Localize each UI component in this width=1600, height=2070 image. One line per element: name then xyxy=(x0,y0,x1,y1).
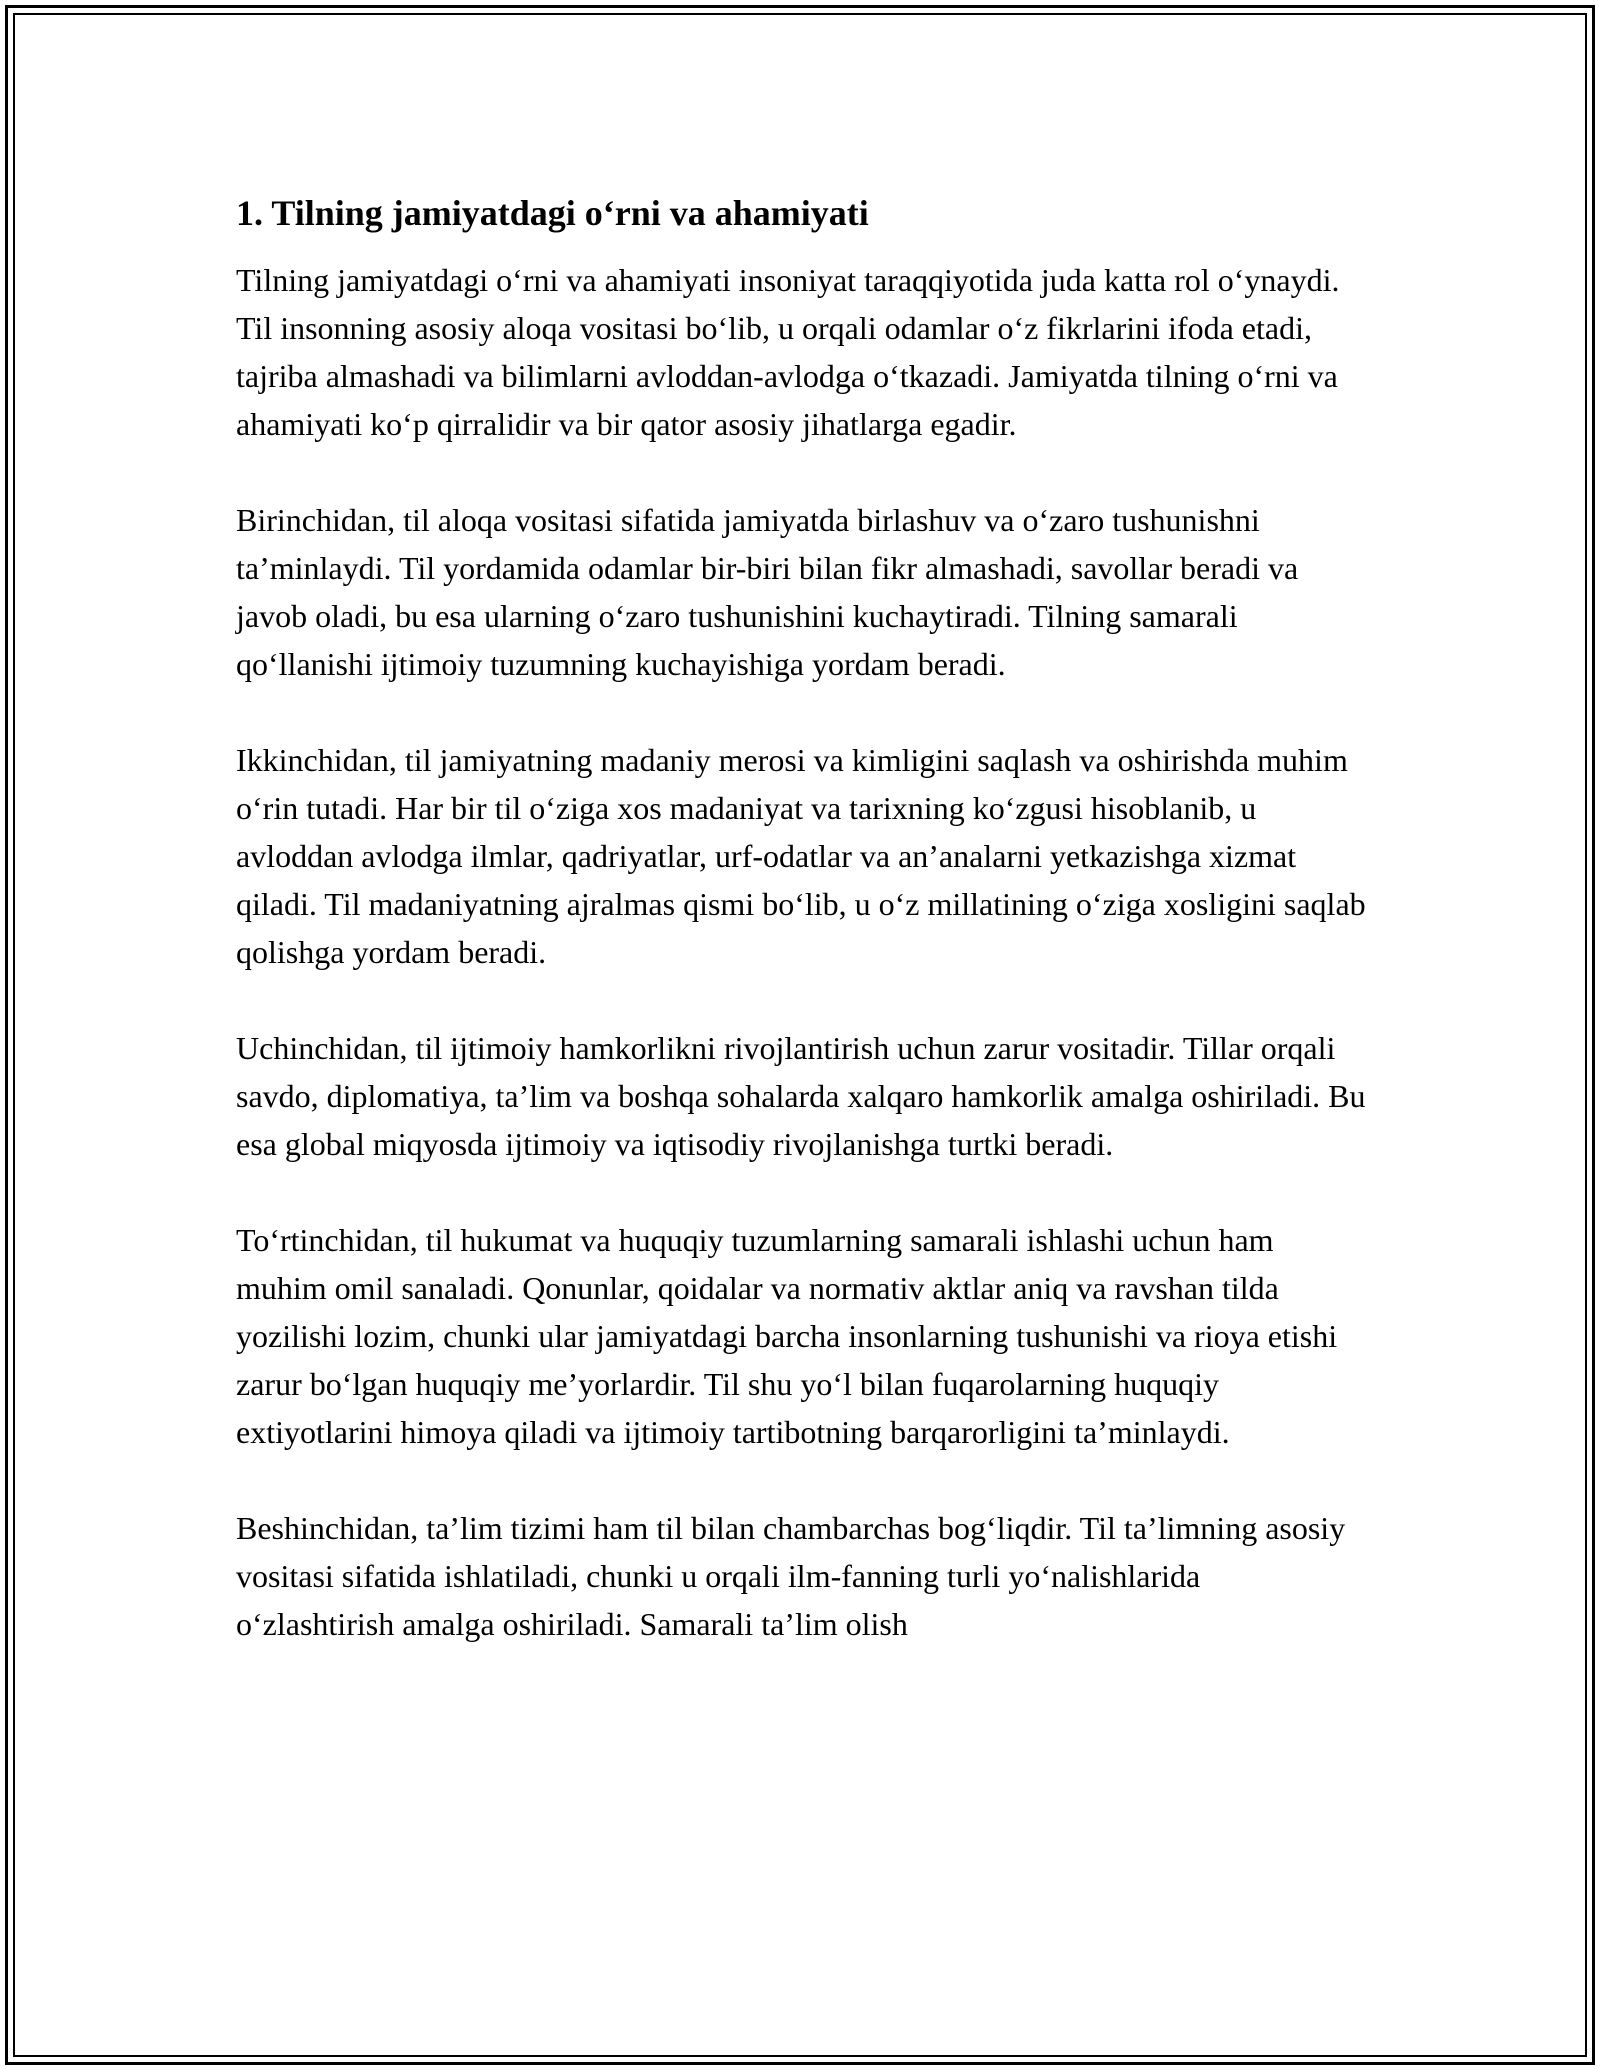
section-heading: 1. Tilning jamiyatdagi o‘rni va ahamiyati xyxy=(236,193,869,233)
paragraph-first: Birinchidan, til aloqa vositasi sifatida jamiyatda birlashuv va o‘zaro tushunishni ta’minlaydi. Til yordamida odamlar bir-biri bilan fikr almashadi, savollar beradi va javob oladi, bu esa ularning o‘zaro tushunishini kuchaytiradi. Tilning samarali qo‘llanishi ijtimoiy tuzumning kuchayishiga yordam beradi. xyxy=(236,502,1299,682)
paragraph-third: Uchinchidan, til ijtimoiy hamkorlikni rivojlantirish uchun zarur vositadir. Tillar orqali savdo, diplomatiya, ta’lim va boshqa sohalarda xalqaro hamkorlik amalga oshiriladi. Bu esa global miqyosda ijtimoiy va iqtisodiy rivojlanishga turtki beradi. xyxy=(236,1030,1366,1162)
paragraph-second: Ikkinchidan, til jamiyatning madaniy merosi va kimligini saqlash va oshirishda muhim o‘rin tutadi. Har bir til o‘ziga xos madaniyat va tarixning ko‘zgusi hisoblanib, u avloddan avlodga ilmlar, qadriyatlar, urf-odatlar va an’analarni yetkazishga xizmat qiladi. Til madaniyatning ajralmas qismi bo‘lib, u o‘z millatining o‘ziga xosligini saqlab qolishga yordam beradi. xyxy=(236,742,1366,970)
paragraph-fifth: Beshinchidan, ta’lim tizimi ham til bilan chambarchas bog‘liqdir. Til ta’limning asosiy vositasi sifatida ishlatiladi, chunki u orqali ilm-fanning turli yo‘nalishlarida o‘zlashtirish amalga oshiriladi. Samarali ta’lim olish xyxy=(236,1510,1346,1642)
paragraph-fourth: To‘rtinchidan, til hukumat va huquqiy tuzumlarning samarali ishlashi uchun ham muhim omil sanaladi. Qonunlar, qoidalar va normativ aktlar aniq va ravshan tilda yozilishi lozim, chunki ular jamiyatdagi barcha insonlarning tushunishi va rioya etishi zarur bo‘lgan huquqiy me’yorlardir. Til shu yo‘l bilan fuqarolarning huquqiy extiyotlarini himoya qiladi va ijtimoiy tartibotning barqarorligini ta’minlaydi. xyxy=(236,1222,1338,1450)
paragraph-intro: Tilning jamiyatdagi o‘rni va ahamiyati insoniyat taraqqiyotida juda katta rol o‘ynaydi. Til insonning asosiy aloqa vositasi bo‘lib, u orqali odamlar o‘z fikrlarini ifoda etadi, tajriba almashadi va bilimlarni avloddan-avlodga o‘tkazadi. Jamiyatda tilning o‘rni va ahamiyati ko‘p qirralidir va bir qator asosiy jihatlarga egadir. xyxy=(236,262,1340,442)
document-body xyxy=(236,190,1366,1648)
